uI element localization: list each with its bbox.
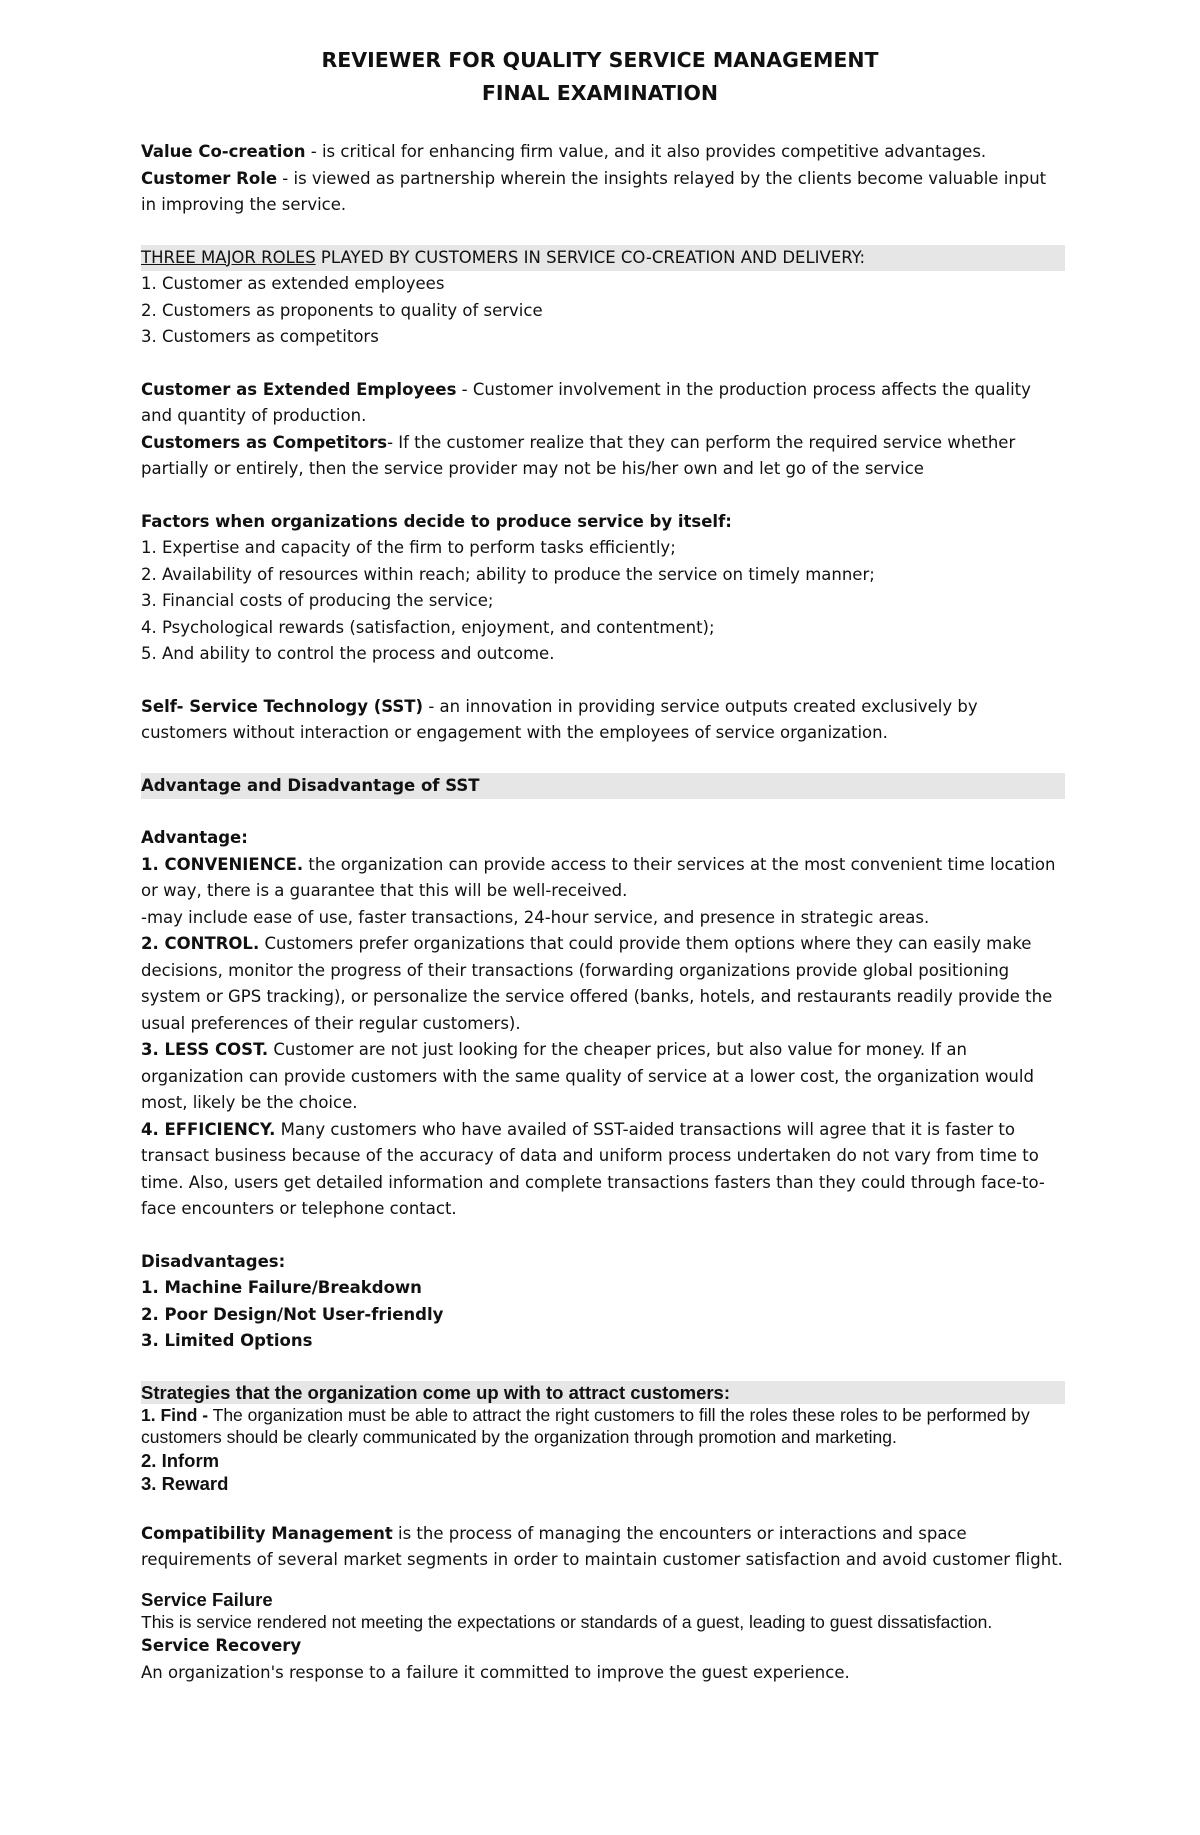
strategies-heading-text: Strategies that the organization come up with to attract customers: bbox=[141, 1381, 731, 1403]
control-definition: Customers prefer organizations that could provide them options where they can easily make decisions, monitor the progress of their transactions (forwarding organizations provide global positioning system or GPS tracking), or personalize the service offered (banks, hotels, and restaurants readily provide the usual preferences of their regular customers). bbox=[141, 934, 1053, 1033]
convenience-definition: the organization can provide access to their services at the most convenient time location or way, there is a guarantee that this will be well-received. bbox=[141, 854, 1056, 900]
list-item: 3. Customers as competitors bbox=[141, 327, 379, 346]
extended-employees-paragraph bbox=[141, 377, 1065, 430]
disadvantage-item-text: 3. Limited Options bbox=[141, 1331, 313, 1350]
service-failure-heading-text: Service Failure bbox=[141, 1588, 273, 1610]
find-term: 1. Find - bbox=[141, 1404, 209, 1425]
less-cost-term: 3. LESS COST. bbox=[141, 1040, 269, 1059]
service-recovery-heading bbox=[141, 1633, 1065, 1660]
list-item: 4. Psychological rewards (satisfaction, enjoyment, and contentment); bbox=[141, 617, 715, 637]
document-body bbox=[141, 139, 1065, 1686]
list-item: 3. Financial costs of producing the service; bbox=[141, 591, 494, 610]
list-item: 2. Availability of resources within reach; ability to produce the service on timely manner; bbox=[141, 564, 875, 584]
extended-employees-definition: - Customer involvement in the production process affects the quality and quantity of production. bbox=[141, 379, 1031, 425]
list-item bbox=[141, 1275, 1065, 1302]
sst-section-heading bbox=[141, 773, 1065, 800]
advantage-control bbox=[141, 931, 1065, 1037]
value-cocreation-paragraph bbox=[141, 139, 1065, 166]
compatibility-paragraph bbox=[141, 1521, 1065, 1574]
competitors-term: Customers as Competitors bbox=[141, 432, 388, 452]
extended-employees-term: Customer as Extended Employees bbox=[141, 379, 457, 399]
compatibility-term: Compatibility Management bbox=[141, 1523, 393, 1543]
customer-role-definition: - is viewed as partnership wherein the insights relayed by the clients become valuable input in improving the service. bbox=[141, 168, 1047, 214]
convenience-term: 1. CONVENIENCE. bbox=[141, 854, 304, 874]
disadvantages-heading bbox=[141, 1249, 1065, 1276]
three-roles-heading bbox=[141, 245, 1065, 272]
document-subtitle: FINAL EXAMINATION bbox=[481, 81, 719, 105]
strategies-heading bbox=[141, 1381, 1065, 1404]
value-cocreation-term: Value Co-creation bbox=[141, 142, 306, 161]
list-item: 5. And ability to control the process and outcome. bbox=[141, 644, 555, 663]
service-recovery-heading-text: Service Recovery bbox=[141, 1636, 302, 1655]
sst-section-heading-text: Advantage and Disadvantage of SST bbox=[141, 775, 480, 795]
strategy-inform bbox=[141, 1449, 1065, 1472]
list-item bbox=[141, 1328, 1065, 1355]
service-failure-definition: This is service rendered not meeting the expectations or standards of a guest, leading to guest dissatisfaction. bbox=[141, 1611, 993, 1632]
efficiency-term: 4. EFFICIENCY. bbox=[141, 1119, 276, 1139]
advantage-efficiency bbox=[141, 1117, 1065, 1223]
three-roles-heading-rest: PLAYED BY CUSTOMERS IN SERVICE CO-CREATION AND DELIVERY: bbox=[315, 247, 866, 267]
factors-heading-text: Factors when organizations decide to produce service by itself: bbox=[141, 511, 732, 531]
strategy-reward bbox=[141, 1472, 1065, 1495]
competitors-definition: - If the customer realize that they can perform the required service whether partially or entirely, then the service provider may not be his/her own and let go of the service bbox=[141, 432, 1016, 478]
list-item: 1. Customer as extended employees bbox=[141, 274, 445, 293]
competitors-paragraph bbox=[141, 430, 1065, 483]
list-item: 1. Expertise and capacity of the firm to perform tasks efficiently; bbox=[141, 538, 676, 557]
advantage-heading-text: Advantage: bbox=[141, 828, 248, 847]
sst-paragraph bbox=[141, 694, 1065, 747]
sst-definition: - an innovation in providing service outputs created exclusively by customers without interaction or engagement with the employees of service organization. bbox=[141, 696, 978, 742]
value-cocreation-definition: - is critical for enhancing firm value, and it also provides competitive advantages. bbox=[305, 142, 987, 161]
customer-role-term: Customer Role bbox=[141, 168, 278, 188]
document-title: REVIEWER FOR QUALITY SERVICE MANAGEMENT bbox=[321, 48, 879, 72]
strategy-find bbox=[141, 1404, 1065, 1449]
list-item bbox=[141, 1302, 1065, 1329]
three-roles-heading-underlined: THREE MAJOR ROLES bbox=[141, 247, 316, 267]
disadvantage-item-text: 2. Poor Design/Not User-friendly bbox=[141, 1304, 444, 1324]
sst-term: Self- Service Technology (SST) bbox=[141, 696, 424, 716]
less-cost-definition: Customer are not just looking for the cheaper prices, but also value for money. If an organization can provide customers with the same quality of service at a lower cost, the organization would most, likely be the choice. bbox=[141, 1040, 1034, 1112]
inform-text: 2. Inform bbox=[141, 1449, 220, 1471]
control-term: 2. CONTROL. bbox=[141, 934, 260, 953]
reward-text: 3. Reward bbox=[141, 1472, 229, 1494]
service-recovery-definition: An organization's response to a failure it committed to improve the guest experience. bbox=[141, 1662, 850, 1682]
advantage-heading bbox=[141, 825, 1065, 852]
compatibility-definition: is the process of managing the encounters or interactions and space requirements of several market segments in order to maintain customer satisfaction and avoid customer flight. bbox=[141, 1523, 1063, 1569]
disadvantages-heading-text: Disadvantages: bbox=[141, 1251, 286, 1271]
service-failure-heading bbox=[141, 1588, 1065, 1611]
convenience-extra: -may include ease of use, faster transactions, 24-hour service, and presence in strategic areas. bbox=[141, 907, 930, 927]
advantage-less-cost bbox=[141, 1037, 1065, 1117]
efficiency-definition: Many customers who have availed of SST-aided transactions will agree that it is faster to transact business because of the accuracy of data and uniform process undertaken do not vary from time to time. Also, users get detailed information and complete transactions fasters than they could through face-to-face encounters or telephone contact. bbox=[141, 1119, 1045, 1218]
factors-heading bbox=[141, 509, 1065, 536]
advantage-convenience bbox=[141, 852, 1065, 905]
find-definition: The organization must be able to attract the right customers to fill the roles these roles to be performed by customers should be clearly communicated by the organization through promotion and marketing. bbox=[141, 1404, 1030, 1447]
disadvantage-item-text: 1. Machine Failure/Breakdown bbox=[141, 1278, 422, 1297]
list-item: 2. Customers as proponents to quality of service bbox=[141, 300, 543, 320]
customer-role-paragraph bbox=[141, 166, 1065, 219]
